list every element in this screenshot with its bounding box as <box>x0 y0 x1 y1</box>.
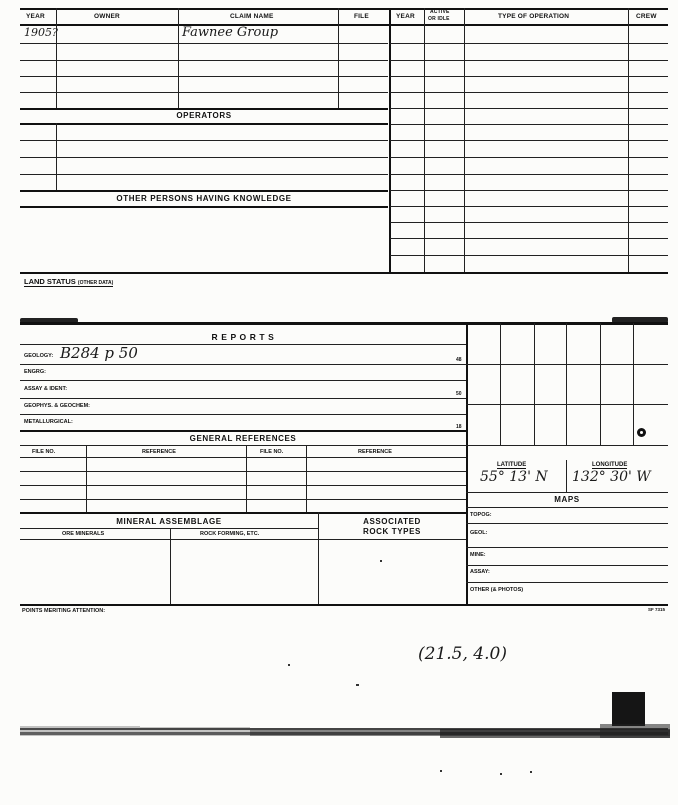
maps-title: MAPS <box>554 495 580 504</box>
or-idle-header: OR IDLE <box>428 16 450 22</box>
grid-col <box>500 323 501 445</box>
col-line <box>306 445 307 512</box>
entry-claim-name: Fawnee Group <box>182 25 279 40</box>
row-line <box>466 547 668 548</box>
mineral-assemblage-title: MINERAL ASSEMBLAGE <box>116 517 222 526</box>
row-line <box>466 582 668 583</box>
associated-rock-types-title <box>318 517 466 537</box>
row-line <box>20 43 388 44</box>
year-header: YEAR <box>26 13 45 20</box>
operators-top-rule <box>20 108 388 110</box>
scale-48: 48 <box>456 357 462 363</box>
reference-header-2: REFERENCE <box>358 449 392 455</box>
speck <box>440 770 442 772</box>
scale-18: 18 <box>456 424 462 430</box>
speck <box>530 771 532 773</box>
geol-label: GEOL: <box>470 530 488 536</box>
row-line <box>390 124 668 125</box>
col-line <box>56 8 57 108</box>
lat-long-divider <box>566 460 567 492</box>
grid-row <box>466 364 668 365</box>
coordinates-note: (21.5, 4.0) <box>418 644 507 664</box>
row-line <box>390 76 668 77</box>
row-line <box>390 60 668 61</box>
row-line <box>390 255 668 256</box>
col-line <box>628 8 629 272</box>
col-line <box>170 528 171 604</box>
engrg-label: ENGRG: <box>24 369 46 375</box>
grid-col <box>566 323 567 445</box>
longitude-value: 132° 30' W <box>572 469 651 485</box>
land-status-label <box>24 277 113 287</box>
reference-header-1: REFERENCE <box>142 449 176 455</box>
file-no-header-1: FILE NO. <box>32 449 56 455</box>
operators-bottom-rule <box>20 123 388 125</box>
row-line <box>390 108 668 109</box>
latitude-value: 55° 13' N <box>480 469 548 485</box>
row-line <box>390 206 668 207</box>
reports-title: R E P O R T S <box>211 332 275 342</box>
speck <box>500 773 502 775</box>
scan-noise-band <box>0 718 678 744</box>
header-rule <box>20 24 668 26</box>
rock-types-line: ROCK TYPES <box>362 527 421 536</box>
col-line <box>86 445 87 512</box>
middle-bottom-rule <box>20 604 668 606</box>
other-persons-title: OTHER PERSONS HAVING KNOWLEDGE <box>116 194 292 203</box>
row-line <box>20 380 466 381</box>
row-line <box>466 492 668 493</box>
col-line <box>246 445 247 512</box>
row-line <box>20 364 466 365</box>
grid-row <box>466 445 668 446</box>
other-persons-top-rule <box>20 190 388 192</box>
year-header-right: YEAR <box>396 13 415 20</box>
middle-top-rule <box>20 322 668 325</box>
row-line <box>20 430 466 432</box>
row-line <box>466 507 668 508</box>
file-header: FILE <box>354 13 369 20</box>
row-line <box>20 140 388 141</box>
col-line <box>424 8 425 272</box>
associated-line: ASSOCIATED <box>363 517 421 526</box>
latitude-label: LATITUDE <box>497 462 527 468</box>
row-line <box>20 528 318 529</box>
grid-col <box>633 323 634 445</box>
rock-forming-header: ROCK FORMING, ETC. <box>200 531 260 537</box>
general-references-title: GENERAL REFERENCES <box>189 434 297 443</box>
file-no-header-2: FILE NO. <box>260 449 284 455</box>
longitude-label: LONGITUDE <box>592 462 628 468</box>
row-line <box>390 92 668 93</box>
row-line <box>390 238 668 239</box>
location-dot-icon <box>637 428 646 437</box>
speck <box>356 684 359 686</box>
row-line <box>466 523 668 524</box>
row-line <box>20 539 466 540</box>
col-line <box>178 8 179 108</box>
speck <box>380 560 382 562</box>
active-header: ACTIVE <box>430 9 450 15</box>
topog-label: TOPOG: <box>470 512 492 518</box>
geology-value: B284 p 50 <box>60 344 138 362</box>
top-border <box>20 8 668 10</box>
land-status-sub: (OTHER DATA) <box>77 280 114 286</box>
land-status-text: LAND STATUS <box>24 277 76 286</box>
grid-row <box>466 404 668 405</box>
row-line <box>390 43 668 44</box>
speck <box>288 664 290 666</box>
row-line <box>390 190 668 191</box>
points-meriting-attention-label: POINTS MERITING ATTENTION: <box>22 608 106 614</box>
geology-label: GEOLOGY: <box>24 353 54 359</box>
row-line <box>20 414 466 415</box>
ore-minerals-header: ORE MINERALS <box>62 531 105 537</box>
crew-header: CREW <box>636 13 657 20</box>
row-line <box>390 140 668 141</box>
row-line <box>390 157 668 158</box>
claim-name-header: CLAIM NAME <box>230 13 274 20</box>
row-line <box>20 157 388 158</box>
scale-50: 50 <box>456 391 462 397</box>
row-line <box>390 174 668 175</box>
row-line <box>20 174 388 175</box>
form-number: SF 7315 <box>648 607 666 612</box>
type-of-operation-header: TYPE OF OPERATION <box>498 13 570 20</box>
entry-year: 1905? <box>24 26 58 39</box>
row-line <box>466 565 668 566</box>
row-line <box>20 398 466 399</box>
row-line <box>20 92 388 93</box>
row-line <box>20 60 388 61</box>
row-line <box>390 222 668 223</box>
col-line <box>464 8 465 272</box>
middle-divider <box>466 323 468 604</box>
col-line <box>56 123 57 190</box>
owner-header: OWNER <box>94 13 120 20</box>
mine-label: MINE: <box>470 552 486 558</box>
row-line <box>20 76 388 77</box>
assay-map-label: ASSAY: <box>470 569 490 575</box>
metallurgical-label: METALLURGICAL: <box>24 419 73 425</box>
other-persons-bottom-rule <box>20 206 388 208</box>
operators-title: OPERATORS <box>176 111 232 120</box>
general-refs-bottom-rule <box>20 512 466 514</box>
other-photos-label: OTHER (& PHOTOS) <box>470 587 524 593</box>
col-line <box>338 8 339 108</box>
grid-col <box>600 323 601 445</box>
top-section-bottom-rule <box>20 272 668 274</box>
geophys-label: GEOPHYS. & GEOCHEM: <box>24 403 91 409</box>
assay-label: ASSAY & IDENT: <box>24 386 68 392</box>
grid-col <box>534 323 535 445</box>
